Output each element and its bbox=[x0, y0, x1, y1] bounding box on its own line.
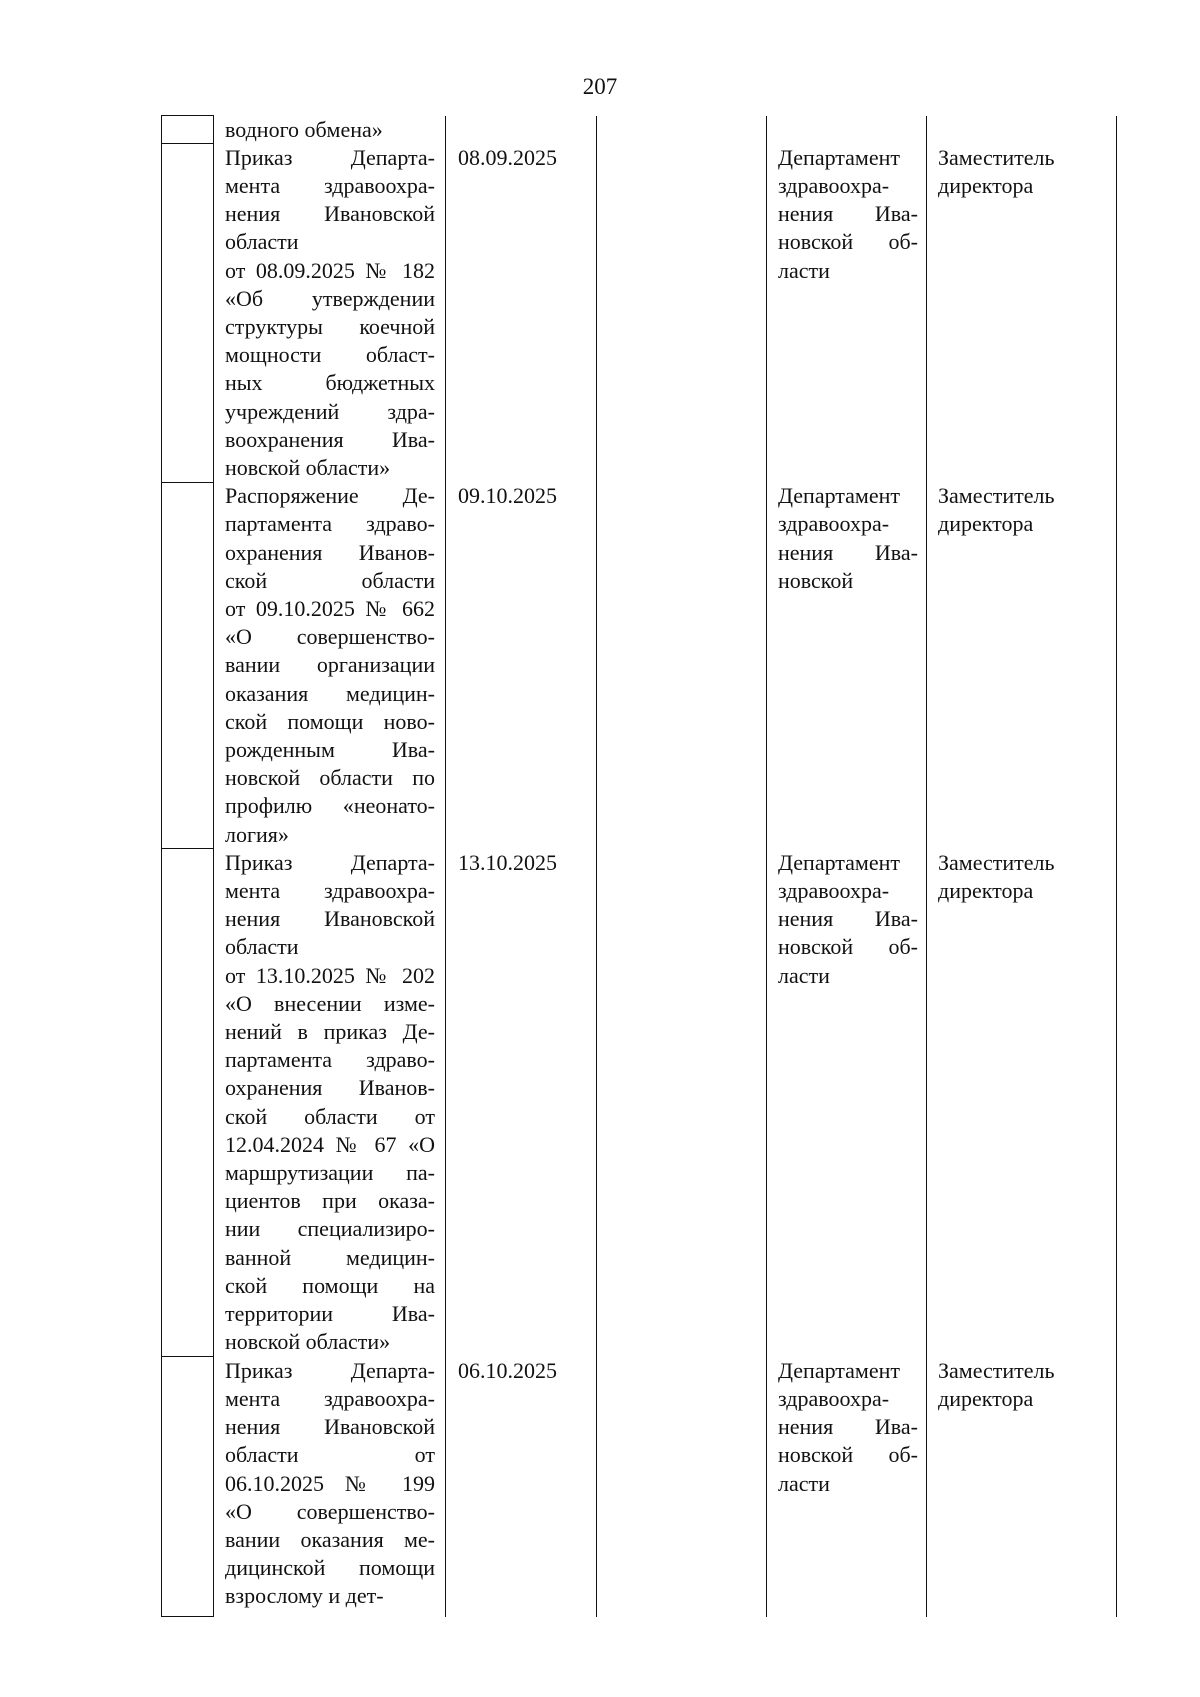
document-name-line: 12.04.2024 № 67 «О bbox=[225, 1131, 435, 1157]
responsible-line: директора bbox=[938, 511, 1034, 537]
organization-line: новской bbox=[778, 567, 854, 593]
organization-line: ласти bbox=[778, 257, 830, 283]
organization-line: здравоохра- bbox=[778, 1385, 890, 1411]
document-name-line: профилю «неонато- bbox=[225, 793, 435, 819]
document-name-line: территории Ива- bbox=[225, 1301, 435, 1327]
document-name-line: маршрутизации па- bbox=[225, 1160, 435, 1186]
document-name-line: мента здравоохра- bbox=[225, 877, 435, 903]
document-name-line: воохранения Ива- bbox=[225, 426, 435, 452]
document-name-line: партамента здраво- bbox=[225, 1047, 435, 1073]
organization-cell bbox=[767, 116, 927, 144]
document-name-line: ской помощи на bbox=[225, 1272, 435, 1298]
document-name-line: Приказ Департа- bbox=[225, 849, 435, 875]
document-name-line: ской помощи ново- bbox=[225, 708, 435, 734]
document-name-line: «Об утверждении bbox=[225, 285, 435, 311]
document-name-line: вании организации bbox=[225, 652, 435, 678]
document-name-line: нения Ивановской bbox=[225, 906, 435, 932]
document-table-container bbox=[161, 115, 1116, 1617]
organization-line: здравоохра- bbox=[778, 877, 890, 903]
responsible-line: директора bbox=[938, 172, 1034, 198]
document-name-line: учреждений здра- bbox=[225, 398, 435, 424]
document-name-cell bbox=[214, 482, 446, 849]
document-name-line: Приказ Департа- bbox=[225, 144, 435, 170]
document-name-line: 06.10.2025 № 199 bbox=[225, 1470, 435, 1496]
document-name-line: нения Ивановской bbox=[225, 201, 435, 227]
empty-cell bbox=[597, 116, 767, 144]
date-value: 13.10.2025 bbox=[458, 849, 557, 875]
organization-cell bbox=[767, 849, 927, 1357]
date-cell bbox=[446, 482, 597, 849]
table-row bbox=[162, 116, 1117, 144]
responsible-line: Заместитель bbox=[938, 849, 1055, 875]
document-name-line: рожденным Ива- bbox=[225, 736, 435, 762]
document-name-line: взрослому и дет- bbox=[225, 1583, 384, 1609]
document-name-cell bbox=[214, 144, 446, 482]
document-table bbox=[161, 115, 1117, 1617]
organization-line: нения Ива- bbox=[778, 906, 918, 932]
organization-cell bbox=[767, 482, 927, 849]
document-name-line: циентов при оказа- bbox=[225, 1188, 435, 1214]
document-name-line: нения Ивановской bbox=[225, 1414, 435, 1440]
date-cell bbox=[446, 1357, 597, 1617]
document-name-line: ской области bbox=[225, 567, 435, 593]
responsible-cell bbox=[927, 144, 1117, 482]
document-name-line: охранения Иванов- bbox=[225, 1075, 435, 1101]
responsible-line: Заместитель bbox=[938, 1357, 1055, 1383]
empty-cell bbox=[597, 1357, 767, 1617]
document-name-line: ской области от bbox=[225, 1103, 435, 1129]
document-name-line: нений в приказ Де- bbox=[225, 1019, 435, 1044]
document-name-line: от 13.10.2025 № 202 bbox=[225, 962, 435, 988]
table-row bbox=[162, 144, 1117, 482]
document-name-line: области bbox=[225, 934, 299, 960]
document-name-line: мента здравоохра- bbox=[225, 1385, 435, 1411]
empty-cell bbox=[597, 144, 767, 482]
responsible-line: директора bbox=[938, 877, 1034, 903]
date-cell bbox=[446, 849, 597, 1357]
date-cell bbox=[446, 116, 597, 144]
document-name-line: Распоряжение Де- bbox=[225, 483, 435, 509]
date-value: 06.10.2025 bbox=[458, 1357, 557, 1383]
document-name-line: ванной медицин- bbox=[225, 1244, 435, 1270]
document-name-line: области от bbox=[225, 1442, 435, 1468]
document-name-line: мощности област- bbox=[225, 342, 435, 368]
document-name-line: мента здравоохра- bbox=[225, 172, 435, 198]
document-name-line: «О совершенство- bbox=[225, 1498, 435, 1524]
page-number: 207 bbox=[582, 74, 618, 99]
organization-line: нения Ива- bbox=[778, 201, 918, 227]
organization-line: нения Ива- bbox=[778, 539, 918, 565]
document-name-line: оказания медицин- bbox=[225, 680, 435, 706]
responsible-line: Заместитель bbox=[938, 144, 1055, 170]
document-name-cell bbox=[214, 849, 446, 1357]
document-name-cell bbox=[214, 116, 446, 144]
document-name-line: нии специализиро- bbox=[225, 1216, 435, 1242]
organization-line: Департамент bbox=[778, 144, 901, 170]
table-body bbox=[162, 116, 1117, 1617]
document-name-line: от 09.10.2025 № 662 bbox=[225, 595, 435, 621]
document-name-line: области bbox=[225, 229, 299, 255]
document-name-line: водного обмена» bbox=[225, 116, 383, 142]
responsible-cell bbox=[927, 482, 1117, 849]
document-name-line: от 08.09.2025 № 182 bbox=[225, 257, 435, 283]
organization-line: новской об- bbox=[778, 1442, 918, 1468]
organization-cell bbox=[767, 144, 927, 482]
table-row bbox=[162, 1357, 1117, 1617]
responsible-line: директора bbox=[938, 1385, 1034, 1411]
organization-line: здравоохра- bbox=[778, 172, 890, 198]
document-name-line: логия» bbox=[225, 821, 289, 847]
organization-line: Департамент bbox=[778, 1357, 901, 1383]
document-name-line: новской области» bbox=[225, 1329, 391, 1355]
organization-cell bbox=[767, 1357, 927, 1617]
document-name-line: охранения Иванов- bbox=[225, 539, 435, 565]
document-name-line: партамента здраво- bbox=[225, 511, 435, 537]
table-row bbox=[162, 849, 1117, 1357]
organization-line: здравоохра- bbox=[778, 511, 890, 537]
responsible-cell bbox=[927, 116, 1117, 144]
row-number-cell bbox=[162, 1357, 214, 1617]
organization-line: новской об- bbox=[778, 229, 918, 255]
document-name-cell bbox=[214, 1357, 446, 1617]
document-name-line: структуры коечной bbox=[225, 313, 435, 339]
row-number-cell bbox=[162, 116, 214, 144]
responsible-cell bbox=[927, 1357, 1117, 1617]
document-name-line: новской области по bbox=[225, 765, 435, 791]
document-name-line: новской области» bbox=[225, 454, 391, 480]
organization-line: Департамент bbox=[778, 849, 901, 875]
row-number-cell bbox=[162, 482, 214, 849]
document-name-line: «О совершенство- bbox=[225, 624, 435, 650]
date-cell bbox=[446, 144, 597, 482]
date-value: 09.10.2025 bbox=[458, 483, 557, 509]
table-row bbox=[162, 482, 1117, 849]
document-name-line: дицинской помощи bbox=[225, 1555, 435, 1581]
document-name-line: Приказ Департа- bbox=[225, 1357, 435, 1383]
organization-line: нения Ива- bbox=[778, 1414, 918, 1440]
organization-line: ласти bbox=[778, 962, 830, 988]
document-name-line: «О внесении изме- bbox=[225, 990, 435, 1016]
responsible-line: Заместитель bbox=[938, 483, 1055, 509]
empty-cell bbox=[597, 482, 767, 849]
row-number-cell bbox=[162, 144, 214, 482]
document-name-line: вании оказания ме- bbox=[225, 1527, 435, 1552]
empty-cell bbox=[597, 849, 767, 1357]
organization-line: новской об- bbox=[778, 934, 918, 960]
responsible-cell bbox=[927, 849, 1117, 1357]
organization-line: ласти bbox=[778, 1470, 830, 1496]
document-name-line: ных бюджетных bbox=[225, 370, 435, 396]
organization-line: Департамент bbox=[778, 483, 901, 509]
date-value: 08.09.2025 bbox=[458, 144, 557, 170]
row-number-cell bbox=[162, 849, 214, 1357]
